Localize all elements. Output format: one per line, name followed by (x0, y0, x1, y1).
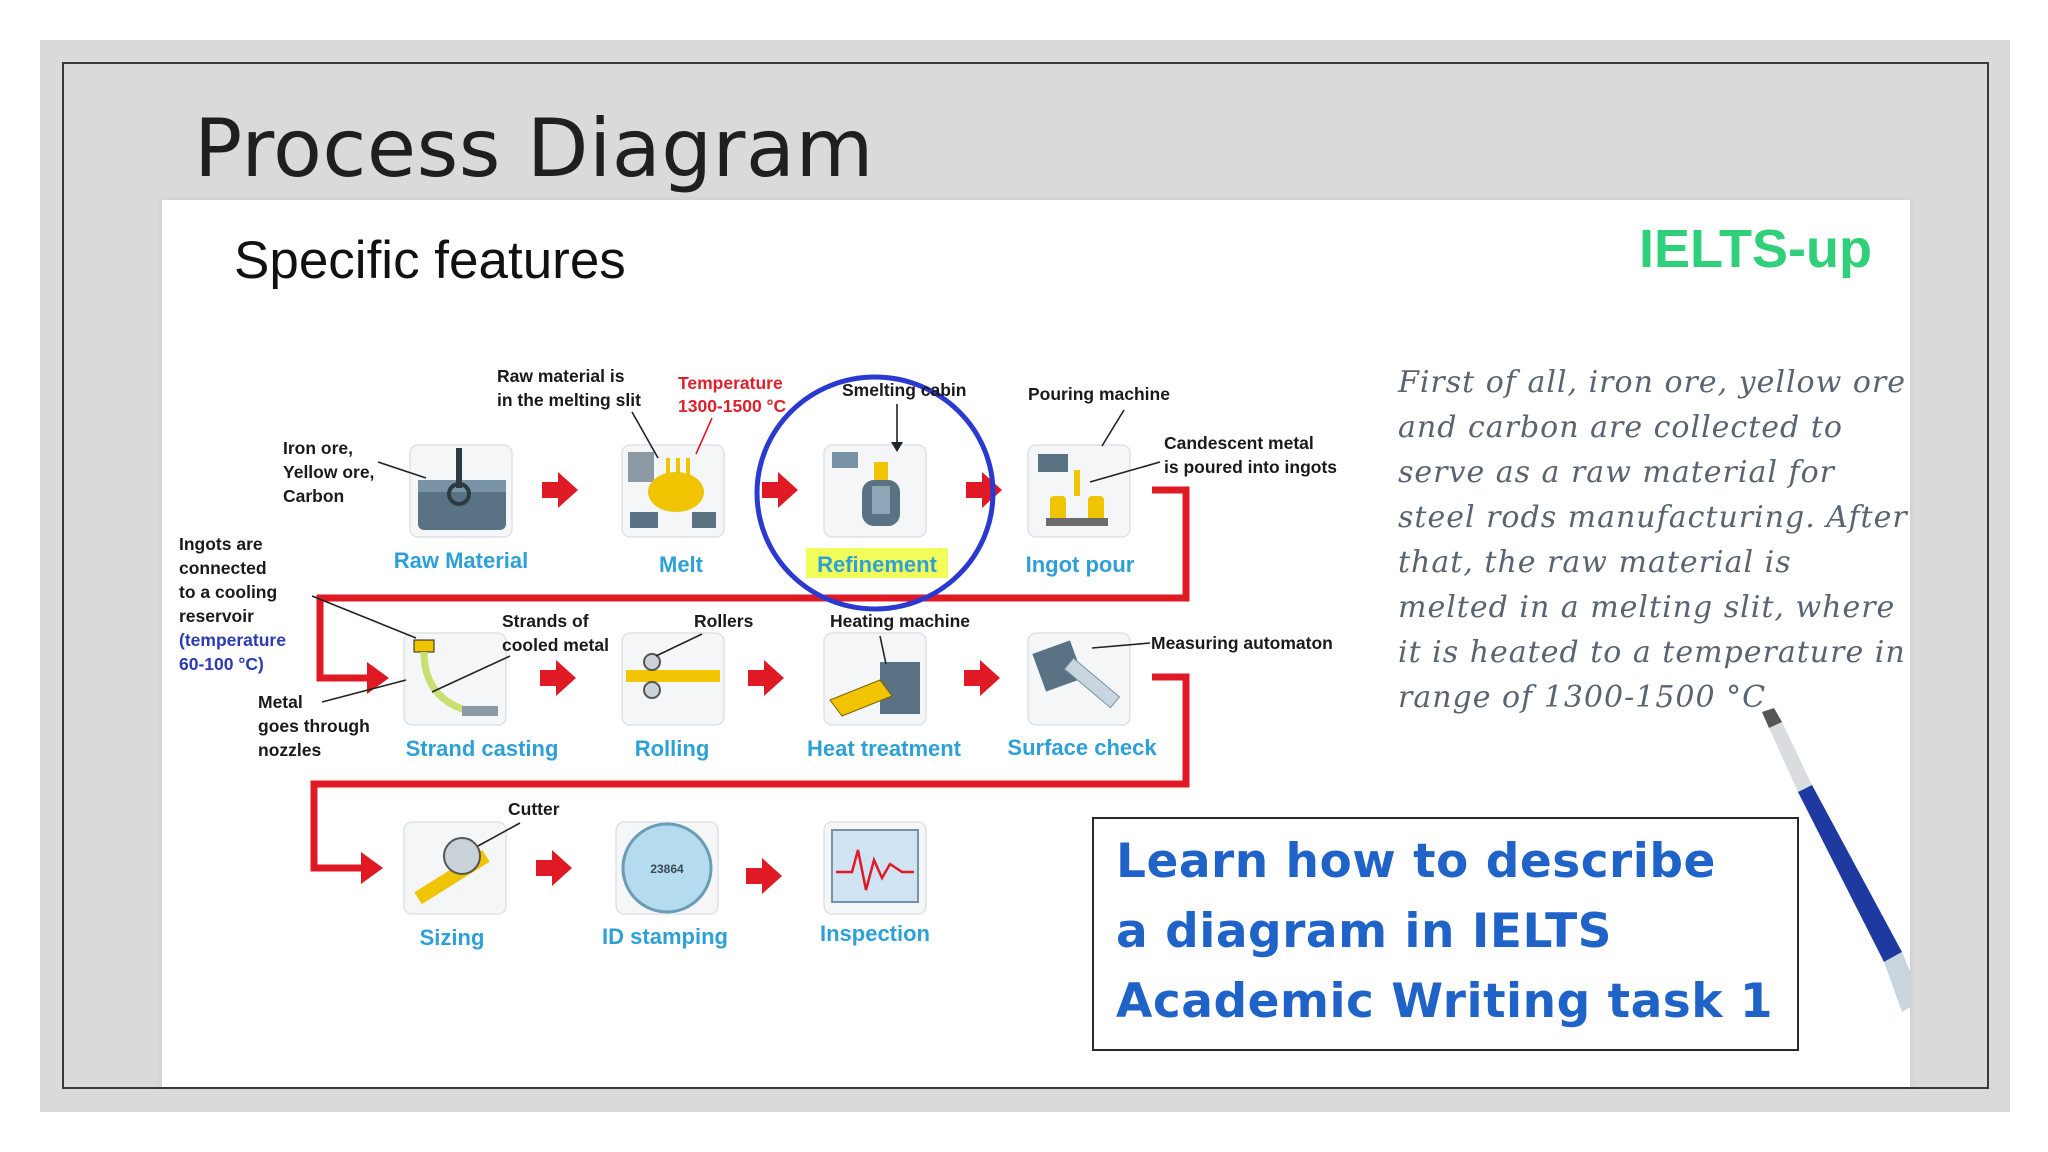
handwritten-line: serve as a raw material for (1398, 455, 1836, 490)
annotation-metal-nozzles: goes through (258, 716, 370, 736)
cta-line: Academic Writing task 1 (1116, 974, 1774, 1029)
annotation-measuring-automaton: Measuring automaton (1151, 633, 1333, 653)
leader-line (322, 680, 406, 702)
step-label-ingot-pour: Ingot pour (1025, 552, 1135, 577)
handwritten-line: and carbon are collected to (1398, 410, 1843, 445)
annotation-ingots: Ingots are (179, 534, 263, 554)
handwritten-line: range of 1300-1500 °C (1398, 680, 1767, 715)
annotation-inputs: Carbon (283, 486, 345, 506)
annotation-strands: Strands of (502, 611, 589, 631)
annotation-ingots: connected (179, 558, 267, 578)
call-to-action-box (1092, 817, 1799, 1051)
inspection-icon (824, 822, 926, 914)
annotation-temperature: 1300-1500 °C (678, 396, 787, 416)
annotation-heating-machine: Heating machine (830, 611, 971, 631)
step-arrow (762, 472, 798, 508)
annotation-candescent: is poured into ingots (1164, 457, 1338, 477)
annotation-metal-nozzles: nozzles (258, 740, 322, 760)
step-arrow (540, 660, 576, 696)
handwritten-line: steel rods manufacturing. After (1398, 500, 1908, 535)
flow-arrowhead (361, 852, 383, 884)
annotation-ingots: to a cooling (179, 582, 278, 602)
step-label-melt: Melt (659, 552, 703, 577)
step-label-inspection: Inspection (819, 921, 931, 946)
annotation-inputs: Iron ore, (283, 438, 354, 458)
annotation-melting-slit: in the melting slit (497, 390, 641, 410)
raw-material-icon (410, 445, 512, 537)
ingot-pour-icon (1028, 445, 1130, 537)
step-arrow (966, 472, 1002, 508)
annotation-pouring-machine: Pouring machine (1028, 384, 1170, 404)
section-title: Specific features (234, 231, 626, 290)
annotation-cutter: Cutter (508, 799, 560, 819)
annotation-inputs: Yellow ore, (283, 462, 375, 482)
annotation-metal-nozzles: Metal (258, 692, 303, 712)
leader-line (312, 596, 416, 638)
step-label-refinement: Refinement (817, 552, 937, 577)
handwritten-description (1398, 360, 1908, 720)
step-label-id-stamping: ID stamping (602, 924, 728, 949)
leader-line (1102, 410, 1124, 446)
step-arrow (964, 660, 1000, 696)
annotation-temperature: Temperature (678, 373, 783, 393)
step-label-rolling: Rolling (634, 736, 710, 761)
handwritten-line: First of all, iron ore, yellow ore (1398, 365, 1906, 400)
step-arrow (746, 858, 782, 894)
embedded-image-panel (162, 200, 1910, 1087)
annotation-candescent: Candescent metal (1164, 433, 1314, 453)
rolling-icon (622, 633, 724, 725)
handwritten-line: it is heated to a temperature in (1398, 635, 1906, 670)
annotation-ingots-temperature: (temperature (179, 630, 286, 650)
step-label-surface-check: Surface check (1007, 735, 1157, 760)
annotation-rollers: Rollers (694, 611, 754, 631)
melt-icon (622, 445, 724, 537)
annotation-smelting-cabin: Smelting cabin (842, 380, 967, 400)
step-label-sizing: Sizing (419, 925, 485, 950)
handwritten-line: melted in a melting slit, where (1398, 590, 1896, 625)
handwritten-line: that, the raw material is (1398, 545, 1792, 580)
annotation-melting-slit: Raw material is (497, 366, 625, 386)
annotation-ingots-temperature: 60-100 °C) (179, 654, 264, 674)
strand-casting-icon (404, 633, 506, 725)
step-label-strand-casting: Strand casting (405, 736, 559, 761)
step-label-raw-material: Raw Material (393, 548, 529, 573)
stamp-number: 23864 (650, 862, 684, 876)
step-label-heat-treatment: Heat treatment (806, 736, 962, 761)
heat-treatment-icon (824, 633, 926, 725)
cta-line: Learn how to describe (1116, 834, 1716, 889)
slide-title: Process Diagram (194, 102, 874, 195)
annotation-strands: cooled metal (502, 635, 609, 655)
cta-line: a diagram in IELTS (1116, 904, 1613, 959)
step-arrow (542, 472, 578, 508)
step-arrow (536, 850, 572, 886)
id-stamping-icon (616, 822, 718, 914)
step-arrow (748, 660, 784, 696)
refinement-icon (824, 445, 926, 537)
sizing-icon (404, 822, 506, 914)
brand-logo-text: IELTS-up (1639, 219, 1872, 279)
annotation-ingots: reservoir (179, 606, 254, 626)
